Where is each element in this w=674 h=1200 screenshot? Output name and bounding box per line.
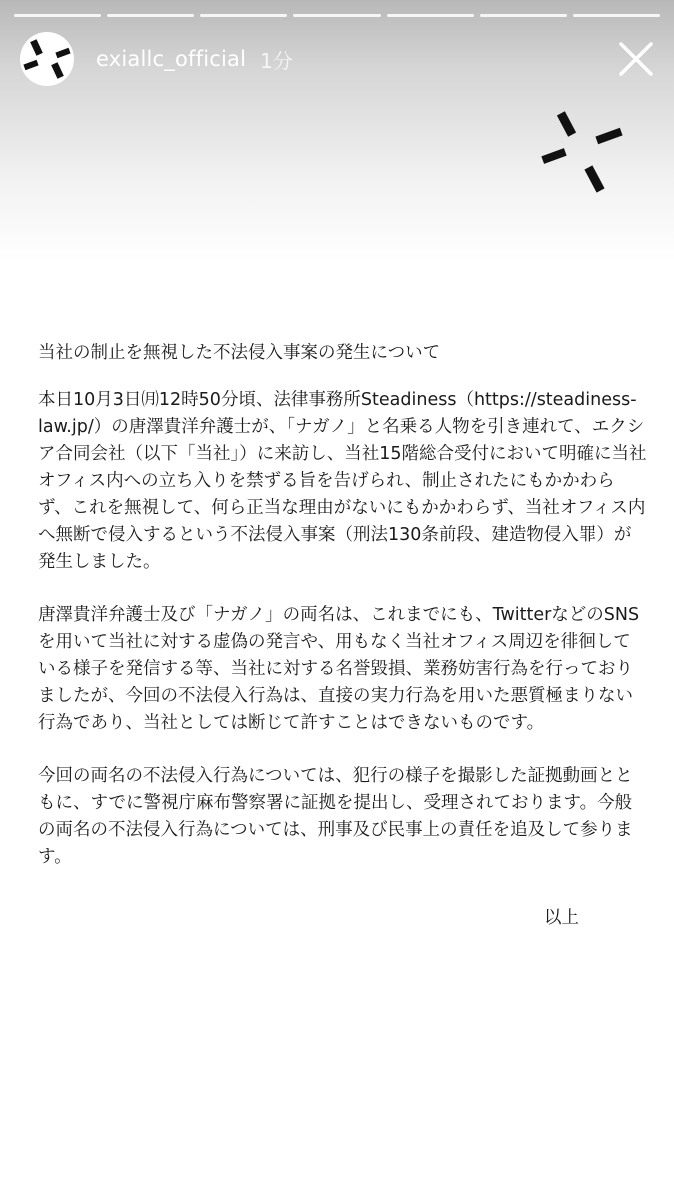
progress-segment [293, 14, 380, 17]
close-button[interactable] [616, 39, 656, 79]
story-username[interactable]: exiallc_official [96, 47, 247, 71]
progress-segment [107, 14, 194, 17]
avatar[interactable] [20, 32, 74, 86]
brand-logo-icon [540, 110, 626, 196]
progress-segment [14, 14, 101, 17]
announcement-letter [38, 340, 648, 897]
progress-segment [387, 14, 474, 17]
letter-title: 当社の制止を無視した不法侵入事案の発生について [38, 343, 441, 363]
brand-logo-icon [20, 32, 74, 86]
letter-paragraph: 唐澤貴洋弁護士及び「ナガノ」の両名は、これまでにも、TwitterなどのSNSを用いて当社に対する虚偽の発言や、用もなく当社オフィス周辺を徘徊している様子を発信する等、当社に対する名誉毀損、業務妨害行為を行っておりましたが、今回の不法侵入行為は、直接の実力行為を用いた悪質極まりない行為であり、当社としては断じて許すことはできないものです。 [38, 605, 640, 733]
letter-closing: 以上 [544, 908, 579, 928]
letter-paragraph: 今回の両名の不法侵入行為については、犯行の様子を撮影した証拠動画とともに、すでに警視庁麻布警察署に証拠を提出し、受理されております。今般の両名の不法侵入行為については、刑事及び民事上の責任を追及して参ります。 [38, 766, 633, 867]
story-timestamp: 1分 [260, 48, 293, 73]
story-progress-bar [14, 14, 660, 17]
story-header [20, 30, 656, 88]
progress-segment [573, 14, 660, 17]
progress-segment [480, 14, 567, 17]
progress-segment [200, 14, 287, 17]
letter-paragraph: 本日10月3日㈪12時50分頃、法律事務所Steadiness（https://steadiness-law.jp/）の唐澤貴洋弁護士が、「ナガノ」と名乗る人物を引き連れて、エクシア合同会社（以下「当社」）に来訪し、当社15階総合受付において明確に当社オフィス内への立ち入りを禁ずる旨を告げられ、制止されたにもかかわらず、これを無視して、何ら正当な理由がないにもかかわらず、当社オフィス内へ無断で侵入するという不法侵入事案（刑法130条前段、建造物侵入罪）が発生しました。 [38, 390, 647, 572]
close-icon [619, 42, 653, 76]
